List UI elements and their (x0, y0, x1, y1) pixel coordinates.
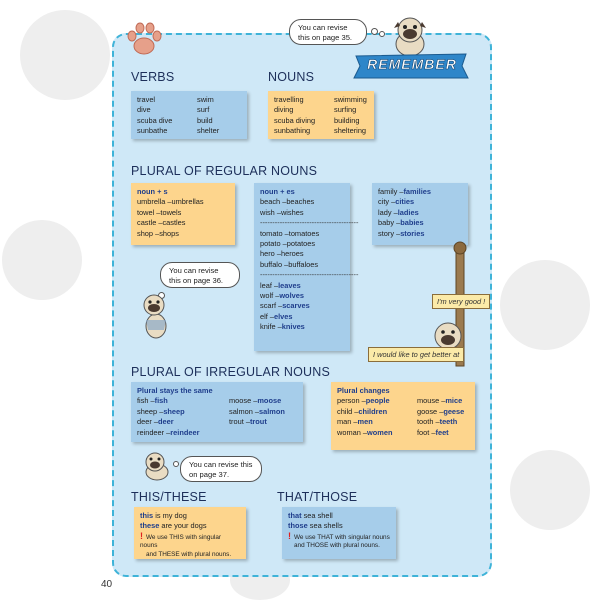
demonstrative: these (140, 521, 160, 531)
plural: trout (249, 417, 267, 427)
revise-text: You can revise this on page 37. (189, 460, 253, 479)
plural-pair (260, 301, 344, 311)
usage-line: We use THIS with singular nouns (140, 533, 222, 550)
singular: man – (337, 417, 358, 427)
noun-item: travelling (274, 95, 304, 104)
singular: sheep – (137, 406, 164, 416)
bubble-dot (173, 461, 179, 467)
plural: fish (154, 396, 168, 406)
plural-same-right (229, 396, 285, 438)
plural: moose (257, 396, 282, 406)
plural: geese (443, 406, 465, 416)
plural-pair (260, 249, 344, 259)
plural-pair (137, 417, 229, 427)
singular: mouse – (417, 396, 446, 406)
noun-item: building (334, 115, 360, 125)
plural: scarves (282, 301, 310, 311)
verbs-col1 (137, 95, 197, 137)
singular: salmon – (229, 406, 259, 416)
plural-pair (378, 229, 462, 239)
noun-ies-note (372, 183, 468, 245)
that-those-heading: THAT/THOSE (277, 490, 358, 504)
example-rest: sea shells (307, 521, 343, 531)
noun-s-header: noun + s (137, 187, 168, 196)
plural: ladies (397, 207, 419, 217)
plural: families (403, 187, 431, 196)
that-those-note (282, 507, 396, 559)
plural-pair (137, 396, 229, 406)
plural: elves (273, 311, 293, 321)
singular: tomato – (260, 228, 289, 238)
singular: beach – (260, 197, 287, 207)
plural: umbrellas (171, 197, 204, 207)
usage-note (288, 532, 390, 543)
plural-irregular-heading: PLURAL OF IRREGULAR NOUNS (131, 365, 331, 379)
plural-pair (417, 396, 464, 406)
plural-pair (229, 417, 285, 427)
plural-pair (260, 260, 344, 270)
singular: woman – (337, 427, 367, 437)
plural: knives (281, 322, 305, 332)
singular: potato – (260, 239, 287, 249)
singular: elf – (260, 311, 274, 321)
revise-bubble-page-35 (289, 19, 367, 45)
plural-pair (229, 396, 285, 406)
verb-item: shelter (197, 126, 220, 136)
plural-pair (137, 208, 229, 218)
plural-pair (337, 417, 417, 427)
singular: wish – (260, 207, 281, 217)
example-rest: sea shell (301, 511, 333, 520)
verb-item: swim (197, 95, 214, 104)
noun-item: scuba diving (274, 115, 316, 125)
plural-pair (137, 197, 229, 207)
very-good-sign: I'm very good ! (432, 294, 490, 309)
pug-mascot-icon (140, 448, 174, 482)
those-example (288, 521, 390, 531)
plural-pair (378, 197, 462, 207)
verb-item: sunbathe (137, 126, 168, 136)
plural-pair (337, 407, 417, 417)
plural: tomatoes (288, 228, 320, 238)
verb-item: surf (197, 105, 210, 115)
noun-item: sheltering (334, 126, 367, 136)
exclamation-icon: ! (140, 530, 143, 541)
nouns-col2 (334, 95, 367, 137)
verbs-heading: VERBS (131, 70, 175, 84)
plural: children (358, 406, 388, 416)
dashed-separator: ---------------------------------------- (260, 270, 359, 280)
singular: reindeer – (137, 427, 171, 437)
noun-s-note (131, 183, 235, 245)
singular: leaf – (260, 280, 279, 290)
plural-same-left (137, 396, 229, 438)
verbs-note (131, 91, 247, 139)
usage-note (140, 532, 240, 551)
bubble-dot (379, 31, 385, 37)
revise-text: You can revise this on page 36. (169, 266, 224, 285)
plural-change-note (331, 382, 475, 450)
this-example (140, 511, 240, 521)
plural-pair (417, 417, 464, 427)
plural: men (357, 417, 373, 427)
plural: reindeer (170, 427, 200, 437)
get-better-sign: I would like to get better at (368, 347, 464, 362)
singular: shop – (137, 228, 160, 238)
usage-note (140, 551, 240, 560)
plural: wolves (279, 291, 304, 301)
usage-line: and THESE with plural nouns. (146, 551, 232, 558)
plural-change-right (417, 396, 464, 438)
demonstrative: those (288, 521, 308, 531)
background-paw (510, 450, 590, 530)
singular: moose – (229, 396, 258, 406)
plural: towels (160, 207, 182, 217)
plural-pair (137, 428, 229, 438)
remember-label: REMEMBER (367, 56, 457, 72)
demonstrative: this (140, 511, 154, 520)
singular: hero – (260, 249, 281, 259)
verb-item: build (197, 115, 213, 125)
bubble-dot (371, 28, 378, 35)
plural: salmon (259, 406, 285, 416)
singular: scarf – (260, 301, 283, 311)
plural: feet (435, 427, 449, 437)
these-example (140, 521, 240, 531)
usage-note (288, 542, 390, 551)
background-paw (2, 220, 82, 300)
noun-es-header: noun + es (260, 187, 295, 196)
plural-pair (260, 239, 344, 249)
plural: babies (400, 218, 424, 228)
nouns-note (268, 91, 374, 139)
pug-mascot-icon (136, 290, 176, 340)
plural: mice (445, 396, 463, 406)
revise-bubble-page-37 (180, 456, 262, 482)
plural-pair (229, 407, 285, 417)
singular: baby – (378, 218, 401, 228)
singular: tooth – (417, 417, 440, 427)
exclamation-icon: ! (288, 530, 291, 541)
plural-change-left (337, 396, 417, 438)
plural: teeth (439, 417, 458, 427)
plural: people (365, 396, 390, 406)
paw-print-icon (120, 16, 166, 62)
plural-pair (260, 197, 344, 207)
revise-bubble-page-36 (160, 262, 240, 288)
plural-pair (417, 428, 464, 438)
nouns-heading: NOUNS (268, 70, 315, 84)
plural: cities (395, 197, 415, 207)
singular: deer – (137, 417, 158, 427)
nouns-col1 (274, 95, 334, 137)
plural-pair (260, 208, 344, 218)
singular: foot – (417, 427, 436, 437)
example-rest: is my dog (153, 511, 187, 520)
plural: sheep (163, 406, 185, 416)
singular: knife – (260, 322, 282, 332)
plural-change-header: Plural changes (337, 386, 390, 395)
noun-es-note (254, 183, 359, 351)
singular: goose – (417, 406, 444, 416)
verb-item: travel (137, 95, 156, 104)
singular: story – (378, 228, 401, 238)
singular: lady – (378, 207, 398, 217)
plural: women (367, 427, 393, 437)
verb-item: scuba dive (137, 115, 173, 125)
that-example (288, 511, 390, 521)
this-these-note (134, 507, 246, 559)
singular: trout – (229, 417, 250, 427)
plural: stories (400, 228, 425, 238)
plural: deer (157, 417, 174, 427)
plural-pair (337, 396, 417, 406)
plural: buffaloes (288, 259, 319, 269)
plural-pair (260, 312, 344, 322)
plural-same-note (131, 382, 303, 442)
plural-pair (337, 428, 417, 438)
verb-item: dive (137, 105, 151, 115)
noun-item: sunbathing (274, 126, 311, 136)
plural-pair (260, 229, 344, 239)
plural-pair (137, 229, 229, 239)
demonstrative: that (288, 511, 302, 520)
plural-regular-heading: PLURAL OF REGULAR NOUNS (131, 164, 318, 178)
singular: castle – (137, 218, 163, 228)
plural: heroes (280, 249, 304, 259)
page-number: 40 (101, 579, 113, 590)
plural-pair (260, 322, 344, 332)
singular: towel – (137, 207, 161, 217)
singular: fish – (137, 396, 155, 406)
plural: beaches (286, 197, 315, 207)
noun-item: surfing (334, 105, 357, 115)
plural-pair (378, 218, 462, 228)
plural-pair (260, 291, 344, 301)
plural-pair (378, 208, 462, 218)
noun-item: diving (274, 105, 294, 115)
plural-pair (417, 407, 464, 417)
example-rest: are your dogs (159, 521, 207, 531)
plural: shops (159, 228, 179, 238)
singular: family – (378, 187, 404, 196)
plural-pair (137, 218, 229, 228)
revise-text: You can revise this on page 35. (298, 23, 353, 42)
plural-same-header: Plural stays the same (137, 386, 213, 395)
plural-pair (137, 407, 229, 417)
this-these-heading: THIS/THESE (131, 490, 207, 504)
verbs-col2 (197, 95, 219, 137)
usage-line: We use THAT with singular nouns (294, 533, 390, 541)
singular: buffalo – (260, 259, 289, 269)
singular: wolf – (260, 291, 280, 301)
noun-item: swimming (334, 95, 367, 104)
dashed-separator: ---------------------------------------- (260, 218, 359, 228)
plural-pair (260, 281, 344, 291)
background-paw (20, 10, 110, 100)
plural: wishes (280, 207, 304, 217)
plural: leaves (278, 280, 301, 290)
singular: umbrella – (137, 197, 172, 207)
plural-pair (378, 187, 462, 197)
singular: city – (378, 197, 396, 207)
plural: potatoes (286, 239, 316, 249)
usage-line: and THOSE with plural nouns. (294, 542, 380, 550)
background-paw (500, 260, 590, 350)
singular: child – (337, 406, 359, 416)
plural: castles (162, 218, 186, 228)
singular: person – (337, 396, 366, 406)
